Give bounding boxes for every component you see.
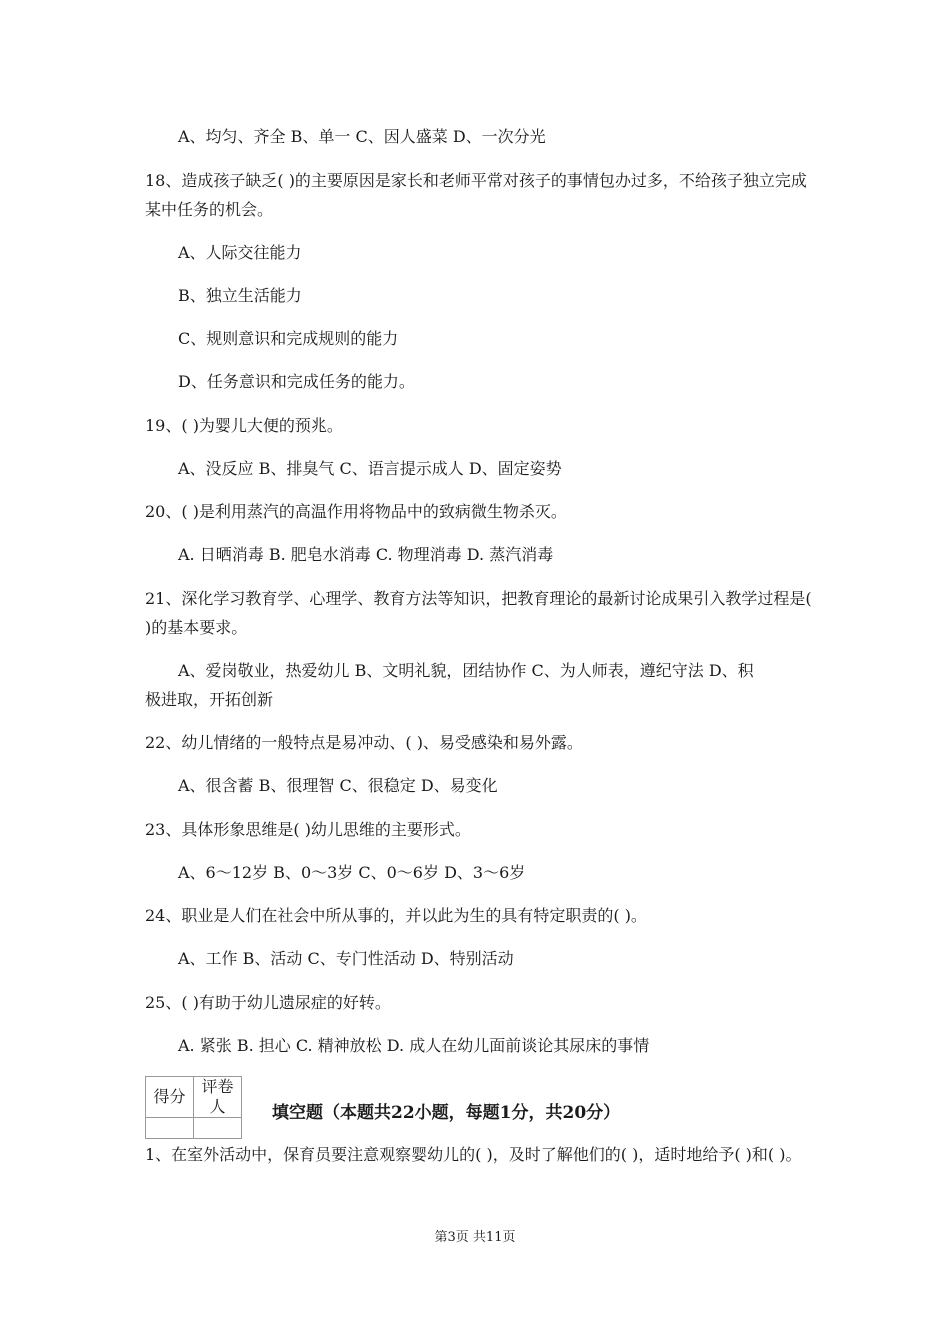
grader-label: 评卷人 (194, 1077, 242, 1118)
q20-stem: 20、( )是利用蒸汽的高温作用将物品中的致病微生物杀灭。 (145, 502, 567, 521)
q25-options: A. 紧张 B. 担心 C. 精神放松 D. 成人在幼儿面前谈论其尿床的事情 (178, 1036, 650, 1055)
score-cell (146, 1118, 194, 1139)
score-box (145, 1076, 242, 1139)
q24-stem: 24、职业是人们在社会中所从事的，并以此为生的具有特定职责的( )。 (145, 906, 647, 925)
q21-stem: 21、深化学习教育学、心理学、教育方法等知识，把教育理论的最新讨论成果引入教学过程是( )的基本要求。 (145, 589, 812, 637)
q19-stem: 19、( )为婴儿大便的预兆。 (145, 416, 343, 435)
q18-option-b: B、独立生活能力 (178, 286, 302, 305)
q21-options-line1: A、爱岗敬业，热爱幼儿 B、文明礼貌，团结协作 C、为人师表，遵纪守法 D、积 (178, 661, 754, 680)
q19-options: A、没反应 B、排臭气 C、语言提示成人 D、固定姿势 (178, 459, 562, 478)
q17-options: A、均匀、齐全 B、单一 C、因人盛菜 D、一次分光 (178, 127, 546, 146)
q18-stem: 18、造成孩子缺乏( )的主要原因是家长和老师平常对孩子的事情包办过多，不给孩子独立完成某中任务的机会。 (145, 171, 807, 219)
q23-options: A、6～12岁 B、0～3岁 C、0～6岁 D、3～6岁 (178, 863, 526, 882)
q24-options: A、工作 B、活动 C、专门性活动 D、特别活动 (178, 949, 514, 968)
q18-option-a: A、人际交往能力 (178, 243, 302, 262)
q22-stem: 22、幼儿情绪的一般特点是易冲动、( )、易受感染和易外露。 (145, 733, 583, 752)
q21-options-line2: 极进取，开拓创新 (145, 690, 274, 709)
q18-option-c: C、规则意识和完成规则的能力 (178, 329, 399, 348)
q22-options: A、很含蓄 B、很理智 C、很稳定 D、易变化 (178, 776, 498, 795)
q23-stem: 23、具体形象思维是( )幼儿思维的主要形式。 (145, 820, 471, 839)
q20-options: A. 日晒消毒 B. 肥皂水消毒 C. 物理消毒 D. 蒸汽消毒 (178, 545, 554, 564)
q18-option-d: D、任务意识和完成任务的能力。 (178, 372, 415, 391)
page-footer: 第3页 共11页 (434, 1230, 516, 1245)
score-label: 得分 (146, 1077, 194, 1118)
q25-stem: 25、( )有助于幼儿遗尿症的好转。 (145, 993, 391, 1012)
grader-cell (194, 1118, 242, 1139)
fill1-stem: 1、在室外活动中，保育员要注意观察婴幼儿的( )，及时了解他们的( )，适时地给予( )和( )。 (145, 1145, 802, 1164)
section-title: 填空题（本题共22小题，每题1分，共20分） (272, 1103, 621, 1123)
